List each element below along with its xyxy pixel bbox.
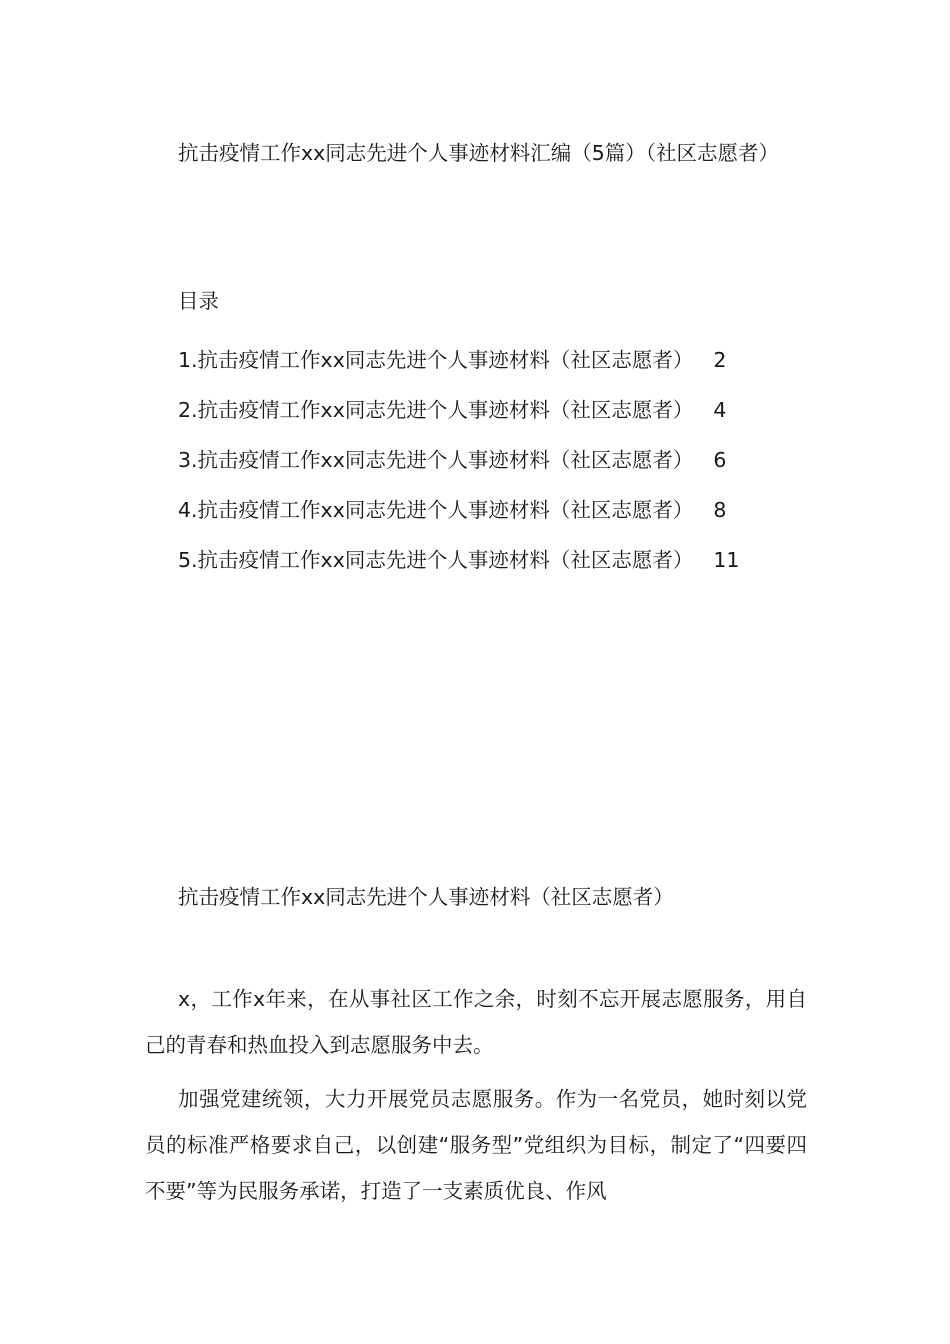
document-title: 抗击疫情工作xx同志先进个人事迹材料汇编（5篇）（社区志愿者） — [178, 141, 780, 165]
body-paragraph: x，工作x年来，在从事社区工作之余，时刻不忘开展志愿服务，用自己的青春和热血投入到志愿服务中去。 — [145, 987, 807, 1057]
section-body — [145, 976, 807, 1222]
toc-item-page-number: 4 — [713, 398, 727, 422]
toc-item-4[interactable] — [178, 485, 739, 535]
toc-item-text: 1.抗击疫情工作xx同志先进个人事迹材料（社区志愿者） — [178, 348, 694, 372]
toc-item-page-number: 11 — [713, 548, 740, 572]
toc-item-5[interactable] — [178, 535, 739, 585]
toc-item-3[interactable] — [178, 435, 739, 485]
toc-item-page-number: 6 — [713, 448, 727, 472]
toc-heading: 目录 — [178, 289, 219, 313]
toc-item-text: 5.抗击疫情工作xx同志先进个人事迹材料（社区志愿者） — [178, 548, 694, 572]
toc-item-text: 3.抗击疫情工作xx同志先进个人事迹材料（社区志愿者） — [178, 448, 694, 472]
toc-item-1[interactable] — [178, 335, 739, 385]
body-paragraph: 加强党建统领，大力开展党员志愿服务。作为一名党员，她时刻以党员的标准严格要求自己，以创建“服务型”党组织为目标，制定了“四要四不要”等为民服务承诺，打造了一支素质优良、作风 — [145, 1087, 807, 1203]
toc-item-text: 2.抗击疫情工作xx同志先进个人事迹材料（社区志愿者） — [178, 398, 694, 422]
toc-item-text: 4.抗击疫情工作xx同志先进个人事迹材料（社区志愿者） — [178, 498, 694, 522]
section-title: 抗击疫情工作xx同志先进个人事迹材料（社区志愿者） — [178, 885, 674, 909]
table-of-contents — [178, 335, 739, 585]
toc-item-2[interactable] — [178, 385, 739, 435]
toc-item-page-number: 8 — [713, 498, 727, 522]
toc-item-page-number: 2 — [713, 348, 727, 372]
